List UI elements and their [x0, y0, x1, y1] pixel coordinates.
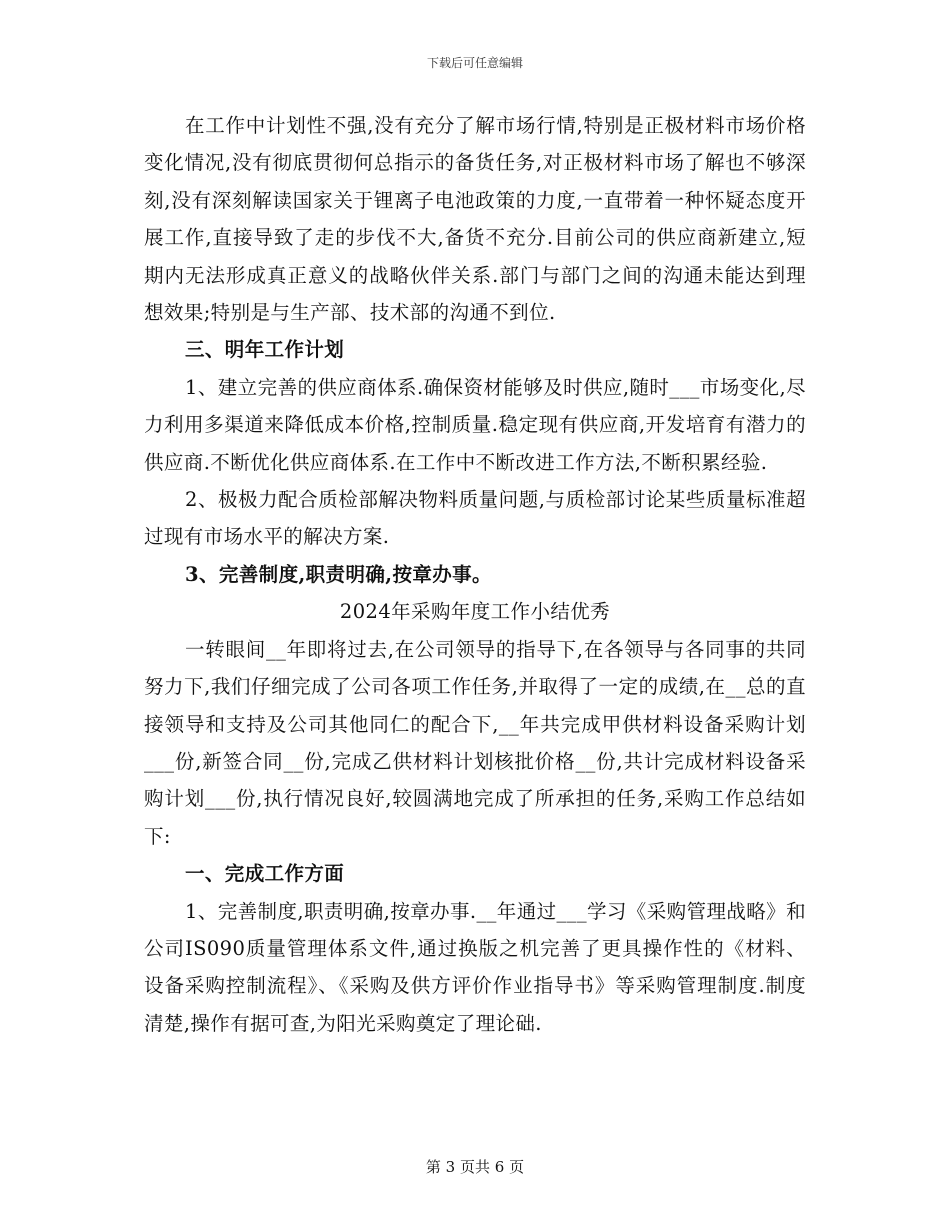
paragraph-plan-1: 1、建立完善的供应商体系.确保资材能够及时供应,随时___市场变化,尽力利用多渠道来降低成本价格,控制质量.稳定现有供应商,开发培育有潜力的供应商.不断优化供应商体系.在工作中不断改进工作方法,不断积累经验.	[144, 375, 806, 474]
paragraph-summary: 一转眼间__年即将过去,在公司领导的指导下,在各领导与各同事的共同努力下,我们仔细完成了公司各项工作任务,并取得了一定的成绩,在__总的直接领导和支持及公司其他同仁的配合下,__年共完成甲供材料设备采购计划___份,新签合同__份,完成乙供材料计划核批价格__份,共计完成材料设备采购计划___份,执行情况良好,较圆满地完成了所承担的任务,采购工作总结如下:	[144, 637, 806, 848]
paragraph-plan-2: 2、极极力配合质检部解决物料质量问题,与质检部讨论某些质量标准超过现有市场水平的解决方案.	[144, 488, 806, 549]
page-header: 下载后可任意编辑	[426, 56, 523, 70]
page-footer: 第 3 页共 6 页	[425, 1158, 525, 1176]
heading-completed-work: 一、完成工作方面	[185, 862, 345, 886]
heading-plan-3: 3、完善制度,职责明确,按章办事。	[185, 562, 492, 586]
paragraph-problems: 在工作中计划性不强,没有充分了解市场行情,特别是正极材料市场价格变化情况,没有彻底贯彻何总指示的备货任务,对正极材料市场了解也不够深刻,没有深刻解读国家关于锂离子电池政策的力度,一直带着一种怀疑态度开展工作,直接导致了走的步伐不大,备货不充分.目前公司的供应商新建立,短期内无法形成真正意义的战略伙伴关系.部门与部门之间的沟通未能达到理想效果;特别是与生产部、技术部的沟通不到位.	[144, 114, 806, 325]
document-title: 2024年采购年度工作小结优秀	[339, 600, 611, 624]
document-body	[144, 107, 806, 1042]
paragraph-work-1: 1、完善制度,职责明确,按章办事.__年通过___学习《采购管理战略》和公司IS090质量管理体系文件,通过换版之机完善了更具操作性的《材料、设备采购控制流程》、《采购及供方评价作业指导书》等采购管理制度.制度清楚,操作有据可查,为阳光采购奠定了理论础.	[144, 899, 806, 1035]
heading-next-year-plan: 三、明年工作计划	[185, 338, 345, 362]
